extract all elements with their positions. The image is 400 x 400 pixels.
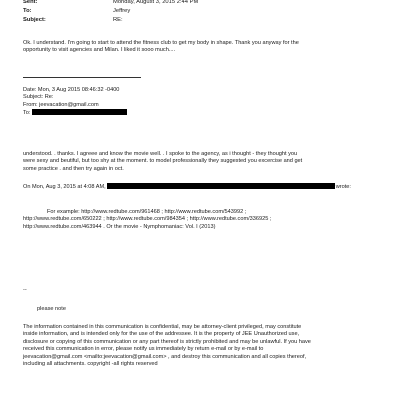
quoted-to bbox=[23, 109, 383, 117]
to-value: Jeffrey bbox=[113, 8, 131, 14]
quoted-body-line: understood. . thanks. I agreee and know the movie well. . I spoke to the agency, as i thought - they thought you bbox=[23, 151, 298, 157]
disclaimer-line: received this communication in error, please notify us immediately by return e-mail or by e-mail to bbox=[23, 346, 264, 353]
redaction-bar bbox=[32, 109, 127, 115]
disclaimer-line: disclosure or copying of this communication or any part thereof is strictly prohibited and may be unlawful. If you have bbox=[23, 338, 311, 345]
quoted-body-line: were sexy and beutiful, but too shy at the moment. to model professionally they suggested you excercise and get bbox=[23, 158, 303, 165]
wrote-line bbox=[23, 183, 383, 191]
sent-label: Sent: bbox=[23, 0, 38, 5]
quoted-header bbox=[23, 87, 383, 118]
quoted-subject: Subject: Re: bbox=[23, 94, 54, 101]
quoted-to-prefix: To: bbox=[23, 110, 33, 117]
subject-label: Subject: bbox=[23, 17, 46, 23]
quoted-body-line: some practice . and then try again in oct. bbox=[23, 165, 124, 172]
reply-line: Ok. I understand. I'm going to start to attend the fitness club to get my body in shape. Thank you anyway for the bbox=[23, 40, 299, 46]
signature-dash: -- bbox=[23, 287, 27, 293]
disclaimer-line: jeevacation@gmail.com <mailto:jeevacation@gmail.com> , and destroy this communication and all copies thereof, bbox=[23, 353, 307, 360]
disclaimer bbox=[23, 324, 383, 368]
example-line: http://www.redtube.com/463944 . Or the movie - Nymphomaniac: Vol. I (2013) bbox=[23, 223, 216, 230]
quoted-body bbox=[23, 151, 383, 173]
disclaimer-line: inside information, and is intended only for the use of the addressee. It is the property of JEE Unauthorized use, bbox=[23, 331, 300, 338]
to-label: To: bbox=[23, 8, 32, 14]
example-line: http://www.redtube.com/650222 ; http://www.redtube.com/984354 ; http://www.redtube.com/336925 ; bbox=[23, 216, 272, 223]
sent-value: Monday, August 3, 2015 2:44 PM bbox=[113, 0, 199, 5]
disclaimer-line: The information contained in this communication is confidential, may be attorney-client privileged, may constitute bbox=[23, 324, 302, 330]
example-line: For example: http://www.redtube.com/961468 ; http://www.redtube.com/543992 ; bbox=[47, 209, 247, 215]
quoted-from: From: jeevacation@gmail.com bbox=[23, 101, 99, 108]
redaction-bar bbox=[107, 183, 335, 189]
wrote-suffix: wrote: bbox=[335, 184, 351, 190]
example-block bbox=[23, 209, 383, 231]
disclaimer-line: including all attachments. copyright -all rights reserved bbox=[23, 361, 158, 368]
wrote-prefix: On Mon, Aug 3, 2015 at 4:08 AM, bbox=[23, 184, 106, 190]
please-note: please note bbox=[37, 306, 66, 312]
quoted-date: Date: Mon, 3 Aug 2015 08:46:32 -0400 bbox=[23, 87, 120, 93]
reply-line: opportunity to visit agencies and Milan. I liked it sooo much.... bbox=[23, 47, 176, 54]
quote-separator bbox=[23, 77, 141, 78]
subject-value: RE: bbox=[113, 17, 123, 23]
reply-paragraph bbox=[23, 40, 383, 55]
